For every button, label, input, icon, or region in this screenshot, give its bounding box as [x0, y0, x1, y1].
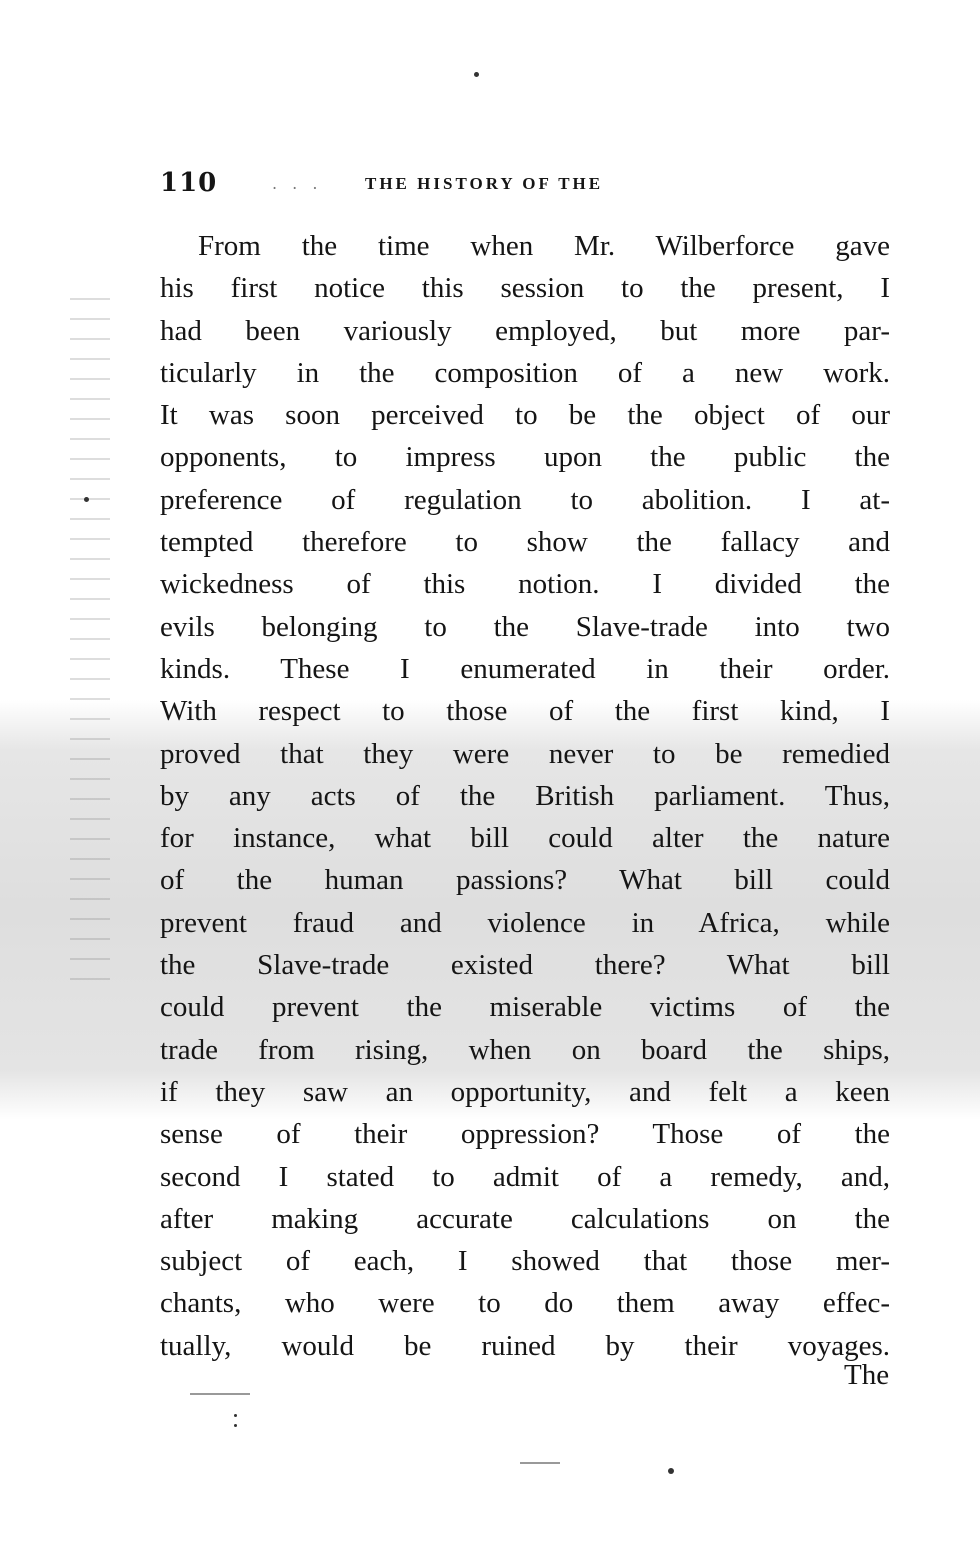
text-line: prevent fraud and violence in Africa, while: [160, 906, 890, 939]
gutter-noise: [70, 280, 110, 980]
page-number: 110: [160, 168, 218, 198]
header-dots: . . .: [272, 174, 323, 193]
text-line: tempted therefore to show the fallacy and: [160, 526, 890, 559]
scan-speck: [474, 72, 479, 77]
scan-speck: [84, 497, 89, 502]
scan-speck: [668, 1468, 674, 1474]
text-line: wickedness of this notion. I divided the: [160, 568, 890, 601]
catchword: The: [844, 1359, 890, 1391]
body-text: [160, 225, 905, 1367]
text-line: ticularly in the composition of a new work.: [160, 356, 890, 389]
scan-mark: [520, 1462, 560, 1464]
text-line: if they saw an opportunity, and felt a keen: [160, 1075, 890, 1108]
text-line: tually, would be ruined by their voyages.: [160, 1329, 890, 1362]
text-line: sense of their oppression? Those of the: [160, 1118, 890, 1151]
text-line: of the human passions? What bill could: [160, 864, 890, 897]
text-line: after making accurate calculations on the: [160, 1202, 890, 1235]
text-line: kinds. These I enumerated in their order.: [160, 652, 890, 685]
text-line: the Slave-trade existed there? What bill: [160, 949, 890, 982]
text-line: trade from rising, when on board the ships,: [160, 1033, 890, 1066]
text-line: could prevent the miserable victims of the: [160, 991, 890, 1024]
scan-speck: [234, 1424, 237, 1427]
running-head: THE HISTORY OF THE: [365, 174, 604, 193]
text-line: proved that they were never to be remedied: [160, 737, 890, 770]
text-line: evils belonging to the Slave-trade into two: [160, 610, 890, 643]
text-line: by any acts of the British parliament. Thus,: [160, 779, 890, 812]
scan-speck: [234, 1414, 237, 1417]
text-line: From the time when Mr. Wilberforce gave: [198, 230, 890, 262]
text-line: preference of regulation to abolition. I at-: [160, 483, 890, 516]
text-line: chants, who were to do them away effec-: [160, 1287, 890, 1320]
text-line: subject of each, I showed that those mer-: [160, 1245, 890, 1278]
scan-mark: [190, 1393, 250, 1395]
text-line: his first notice this session to the present, I: [160, 272, 890, 305]
page-header: [160, 168, 800, 198]
text-line: had been variously employed, but more par-: [160, 314, 890, 347]
text-line: for instance, what bill could alter the nature: [160, 822, 890, 855]
text-line: It was soon perceived to be the object of our: [160, 399, 890, 432]
text-line: opponents, to impress upon the public the: [160, 441, 890, 474]
text-line: second I stated to admit of a remedy, and,: [160, 1160, 890, 1193]
text-line: With respect to those of the first kind, I: [160, 695, 890, 728]
